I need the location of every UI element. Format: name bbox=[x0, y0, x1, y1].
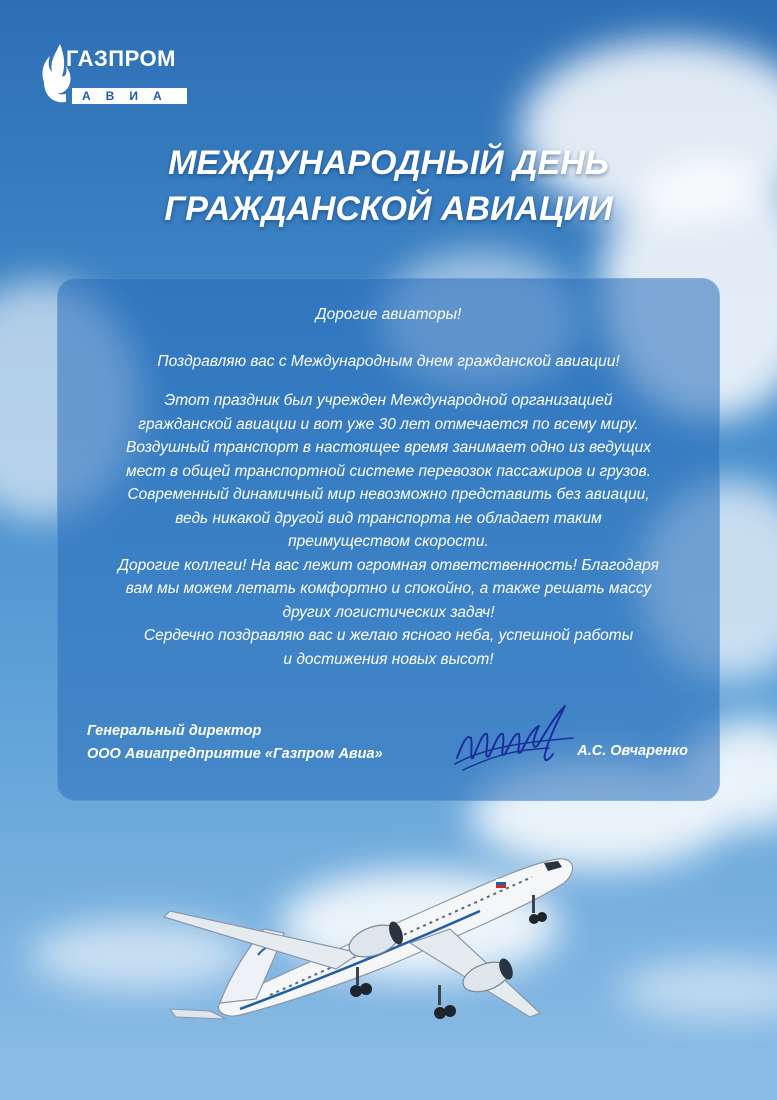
signatory-block bbox=[87, 720, 383, 766]
letter-line: преимуществом скорости. bbox=[288, 533, 489, 550]
letter-line: Воздушный транспорт в настоящее время занимает одно из ведущих bbox=[125, 439, 652, 456]
letter-line: других логистических задач! bbox=[282, 603, 495, 621]
letter-body bbox=[77, 389, 700, 671]
signatory-company: ООО Авиапредприятие «Газпром Авиа» bbox=[87, 746, 383, 762]
handwritten-signature bbox=[453, 698, 583, 778]
title-line-2: ГРАЖДАНСКОЙ АВИАЦИИ bbox=[164, 190, 613, 228]
letter-line: Сердечно поздравляю вас и желаю ясного неба, успешной работы bbox=[143, 627, 634, 644]
letter-line: гражданской авиации и вот уже 30 лет отмечается по всему миру. bbox=[138, 415, 639, 433]
letter-line: Современный динамичный мир невозможно представить без авиации, bbox=[127, 486, 650, 503]
congrats-line: Поздравляю вас с Международным днем гражданской авиации! bbox=[157, 353, 620, 370]
page-title bbox=[0, 140, 777, 232]
letter-line: и достижения новых высот! bbox=[283, 650, 494, 668]
letter-line: мест в общей транспортной системе перевозок пассажиров и грузов. bbox=[125, 462, 652, 480]
letter-line: ведь никакой другой вид транспорта не обладает таким bbox=[175, 509, 602, 527]
signatory-name: А.С. Овчаренко bbox=[577, 743, 688, 759]
logo-brand: ГАЗПРОМ bbox=[66, 46, 176, 71]
letter-panel bbox=[57, 278, 720, 801]
letter-line: Этот праздник был учрежден Международной организацией bbox=[164, 392, 613, 409]
airplane-illustration bbox=[160, 835, 590, 1035]
letter-line: вам мы можем летать комфортно и спокойно, а также решать массу bbox=[125, 580, 652, 597]
gazprom-avia-logo bbox=[38, 40, 188, 112]
signatory-position: Генеральный директор bbox=[87, 723, 262, 739]
letter-line: Дорогие коллеги! На вас лежит огромная ответственность! Благодаря bbox=[118, 556, 659, 574]
greeting: Дорогие авиаторы! bbox=[315, 306, 462, 323]
logo-sub: АВИА bbox=[72, 88, 187, 104]
title-line-1: МЕЖДУНАРОДНЫЙ ДЕНЬ bbox=[168, 144, 609, 182]
